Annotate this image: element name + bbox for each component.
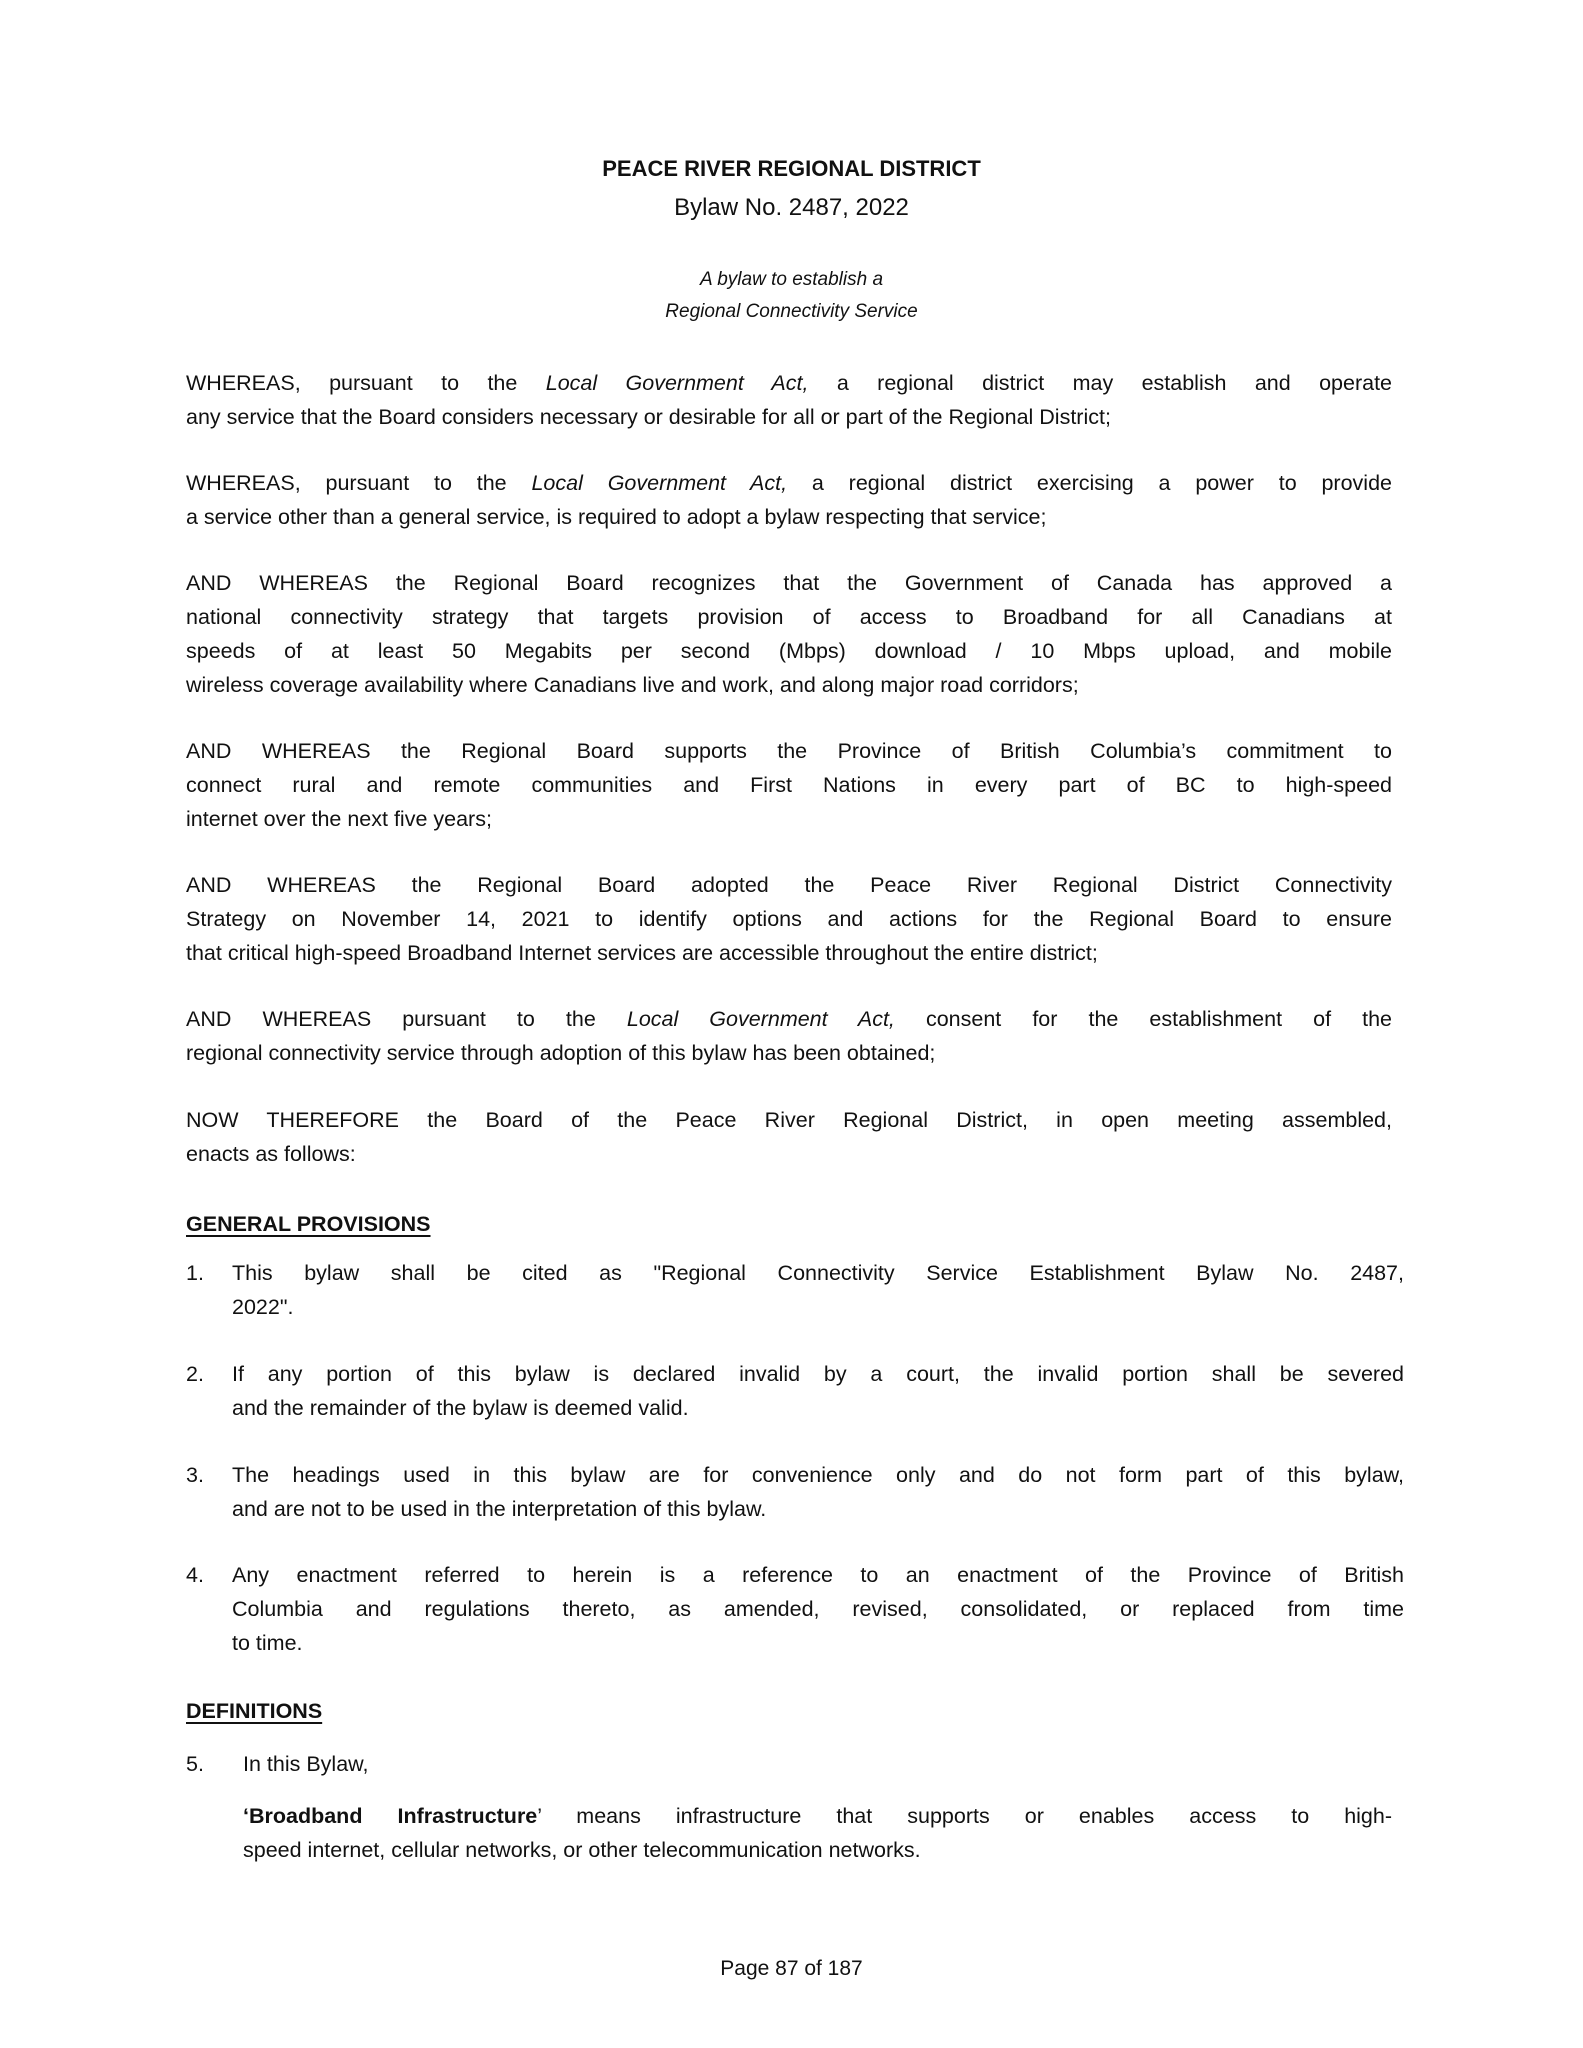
recital-paragraph — [186, 466, 1392, 534]
provision-item — [186, 1458, 1404, 1528]
text-line: The headings used in this bylaw are for convenience only and do not form part of this bylaw, — [232, 1463, 1404, 1487]
item-number: 2. — [186, 1362, 204, 1386]
page-number: Page 87 of 187 — [720, 1957, 863, 1980]
bylaw-number: Bylaw No. 2487, 2022 — [674, 194, 909, 221]
item-number: 5. — [186, 1752, 204, 1776]
text-line: Columbia and regulations thereto, as amended, revised, consolidated, or replaced from time — [232, 1597, 1404, 1621]
recital-paragraph — [186, 366, 1392, 434]
text-line: a service other than a general service, is required to adopt a bylaw respecting that service; — [186, 505, 1047, 529]
text-line: connect rural and remote communities and First Nations in every part of BC to high-speed — [186, 773, 1392, 797]
definitions-item — [186, 1747, 1392, 1783]
recital-paragraph — [186, 734, 1392, 836]
text-line: WHEREAS, pursuant to the Local Government Act, a regional district exercising a power to provide — [186, 471, 1392, 495]
bylaw-purpose-line2: Regional Connectivity Service — [665, 301, 918, 322]
italic-text: Local Government Act, — [626, 1007, 895, 1031]
text-line: any service that the Board considers necessary or desirable for all or part of the Regional District; — [186, 405, 1111, 429]
item-text — [232, 1357, 1404, 1425]
text-line: If any portion of this bylaw is declared invalid by a court, the invalid portion shall be severed — [232, 1362, 1404, 1386]
text-line: wireless coverage availability where Canadians live and work, and along major road corridors; — [186, 673, 1079, 697]
item-text — [232, 1458, 1404, 1526]
district-title: PEACE RIVER REGIONAL DISTRICT — [602, 156, 981, 181]
definition-entry — [186, 1799, 1392, 1869]
item-text — [243, 1747, 1392, 1781]
recital-paragraph — [186, 566, 1392, 702]
text-line: national connectivity strategy that targets provision of access to Broadband for all Canadians at — [186, 605, 1392, 629]
provision-item — [186, 1357, 1404, 1427]
bold-term: ‘Broadband Infrastructure — [243, 1804, 538, 1828]
general-provisions-heading: GENERAL PROVISIONS — [186, 1212, 431, 1236]
provision-item — [186, 1256, 1404, 1326]
text-line: NOW THEREFORE the Board of the Peace River Regional District, in open meeting assembled, — [186, 1108, 1392, 1132]
text-line: WHEREAS, pursuant to the Local Government Act, a regional district may establish and operate — [186, 371, 1393, 395]
provision-item — [186, 1558, 1404, 1662]
text-line: speeds of at least 50 Megabits per second (Mbps) download / 10 Mbps upload, and mobile — [186, 639, 1392, 663]
text-line: AND WHEREAS the Regional Board recognizes that the Government of Canada has approved a — [186, 571, 1392, 595]
item-text — [232, 1558, 1404, 1660]
definition-text — [243, 1799, 1392, 1867]
text-line: enacts as follows: — [186, 1142, 356, 1166]
text-line: Any enactment referred to herein is a reference to an enactment of the Province of British — [232, 1563, 1404, 1587]
italic-text: Local Government Act, — [545, 371, 809, 395]
text-line: This bylaw shall be cited as "Regional Connectivity Service Establishment Bylaw No. 2487, — [232, 1261, 1404, 1285]
item-number: 1. — [186, 1261, 204, 1285]
text-line: ‘Broadband Infrastructure’ means infrastructure that supports or enables access to high- — [243, 1804, 1393, 1828]
item-text — [232, 1256, 1404, 1324]
text-line: Strategy on November 14, 2021 to identify options and actions for the Regional Board to ensure — [186, 907, 1392, 931]
text-line: AND WHEREAS pursuant to the Local Government Act, consent for the establishment of the — [186, 1007, 1392, 1031]
text-line: AND WHEREAS the Regional Board supports the Province of British Columbia’s commitment to — [186, 739, 1392, 763]
enacting-clause — [186, 1103, 1392, 1171]
text-line: speed internet, cellular networks, or other telecommunication networks. — [243, 1838, 921, 1862]
text-line: 2022". — [232, 1295, 294, 1319]
text-line: that critical high-speed Broadband Internet services are accessible throughout the entire district; — [186, 941, 1098, 965]
item-number: 3. — [186, 1463, 204, 1487]
recital-paragraph — [186, 868, 1392, 970]
italic-text: Local Government Act, — [531, 471, 788, 495]
text-line: and the remainder of the bylaw is deemed valid. — [232, 1396, 689, 1420]
bylaw-purpose-line1: A bylaw to establish a — [699, 269, 884, 290]
text-line: AND WHEREAS the Regional Board adopted the Peace River Regional District Connectivity — [186, 873, 1392, 897]
text-line: and are not to be used in the interpretation of this bylaw. — [232, 1497, 767, 1521]
text-line: regional connectivity service through adoption of this bylaw has been obtained; — [186, 1041, 936, 1065]
recital-paragraph — [186, 1002, 1392, 1070]
item-number: 4. — [186, 1563, 204, 1587]
definitions-heading: DEFINITIONS — [186, 1699, 323, 1723]
text-line: In this Bylaw, — [243, 1752, 369, 1776]
text-line: internet over the next five years; — [186, 807, 492, 831]
text-line: to time. — [232, 1631, 303, 1655]
